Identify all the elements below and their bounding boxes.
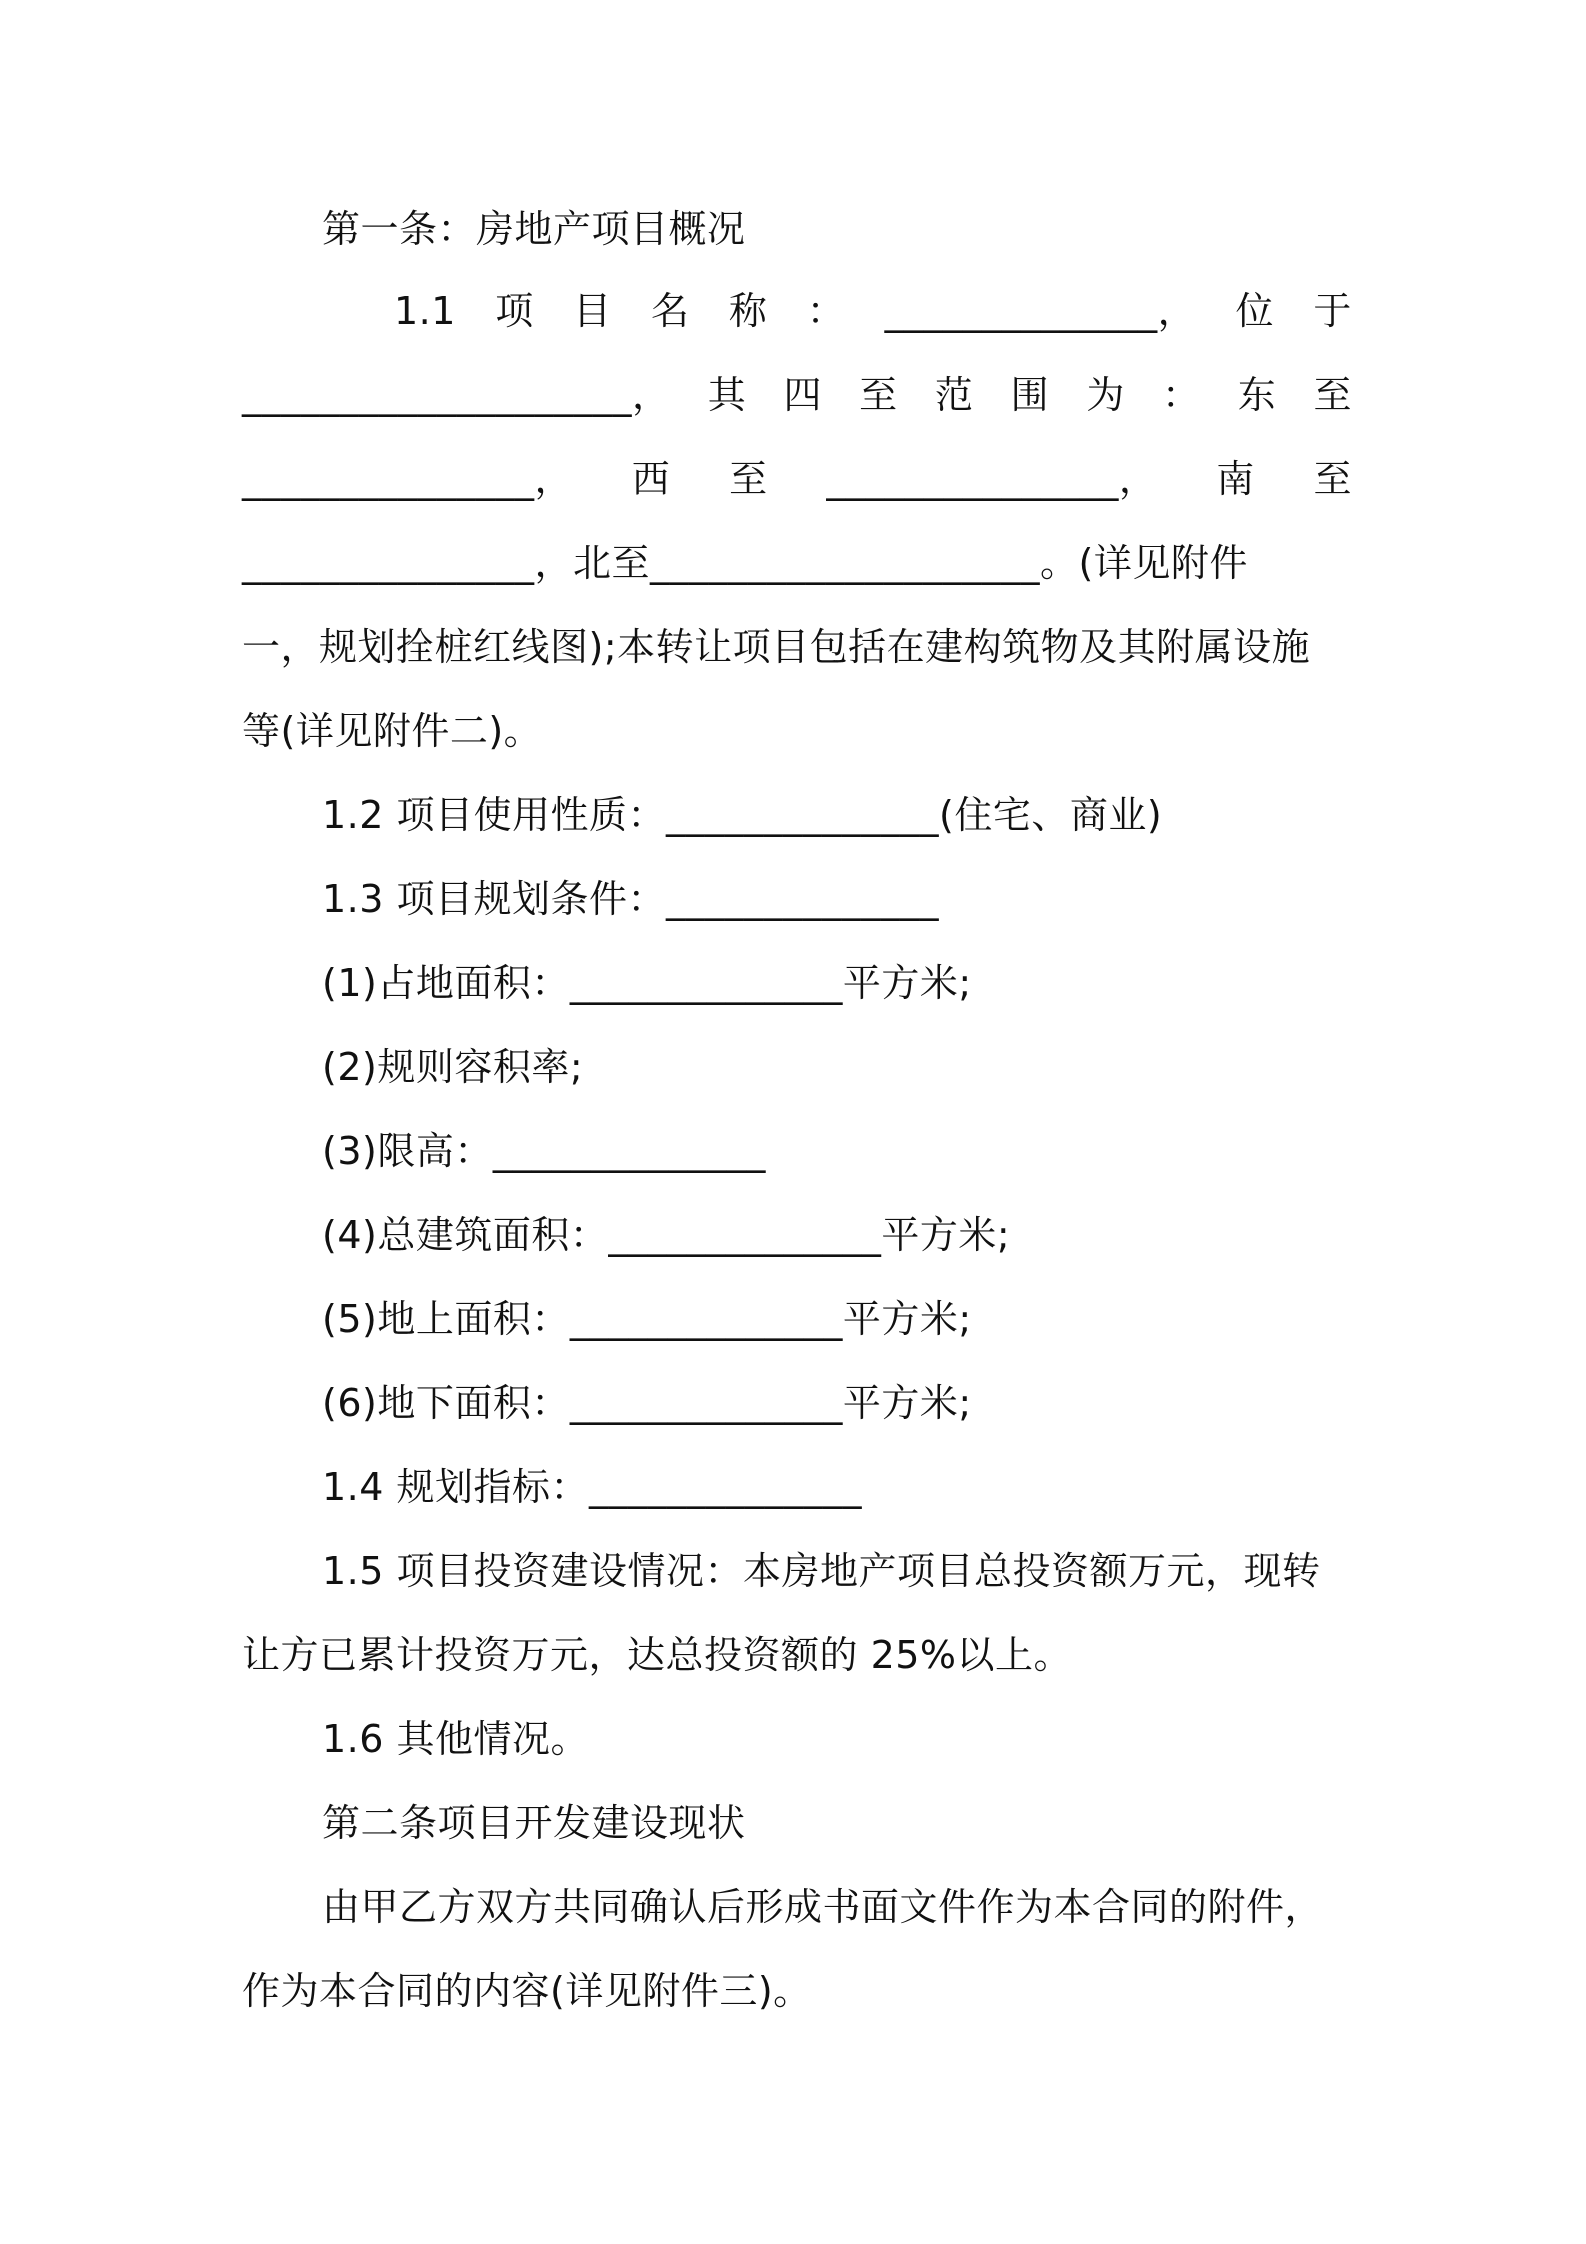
text-segment: 西 <box>631 457 671 501</box>
sub-item-4: (4)总建筑面积：______________平方米; <box>322 1213 1011 1257</box>
text-segment: 于 <box>1313 289 1352 333</box>
text-segment: 四 <box>783 373 822 417</box>
text-segment: 目 <box>573 289 612 333</box>
text-segment: 围 <box>1010 373 1050 417</box>
article1-heading: 第一条：房地产项目概况 <box>322 207 746 251</box>
text-segment: 项 <box>495 289 534 333</box>
text-segment: 其 <box>707 373 747 417</box>
sub-item-1: (1)占地面积：______________平方米; <box>322 961 972 1005</box>
text-segment: 范 <box>934 373 974 417</box>
text-segment: 至 <box>729 457 768 501</box>
text-segment: 至 <box>859 373 898 417</box>
item-1-1-line6: 等(详见附件二)。 <box>242 709 543 753</box>
blank-field: ____________________， <box>242 373 671 417</box>
article2-paragraph-line1: 由甲乙方双方共同确认后形成书面文件作为本合同的附件， <box>322 1885 1324 1929</box>
item-1-5-line1: 1.5 项目投资建设情况：本房地产项目总投资额万元，现转 <box>322 1549 1321 1593</box>
blank-field: _______________， <box>242 457 574 501</box>
text-segment: 至 <box>1313 457 1352 501</box>
text-segment: 名 <box>651 289 690 333</box>
text-segment: 位 <box>1235 289 1275 333</box>
text-segment: ： <box>806 289 846 333</box>
sub-item-6: (6)地下面积：______________平方米; <box>322 1381 972 1425</box>
item-1-1-line2 <box>242 372 1352 418</box>
item-1-1-line1 <box>394 288 1352 334</box>
item-1-5-line2: 让方已累计投资万元，达总投资额的 25%以上。 <box>242 1633 1073 1677</box>
text-segment: 东 <box>1237 373 1277 417</box>
text-segment: 称 <box>728 289 768 333</box>
text-segment: 南 <box>1216 457 1255 501</box>
item-1-1-line5: 一，规划拴桩红线图);本转让项目包括在建构筑物及其附属设施 <box>242 625 1311 669</box>
item-1-3: 1.3 项目规划条件：______________ <box>322 877 940 921</box>
sub-item-5: (5)地上面积：______________平方米; <box>322 1297 972 1341</box>
text-segment: 为 <box>1086 373 1125 417</box>
text-segment: 至 <box>1313 373 1352 417</box>
text-segment: ： <box>1162 373 1201 417</box>
sub-item-3: (3)限高：______________ <box>322 1129 766 1173</box>
article2-heading: 第二条项目开发建设现状 <box>322 1801 746 1845</box>
sub-item-2: (2)规则容积率; <box>322 1045 584 1089</box>
text-segment: 1.1 <box>394 289 456 333</box>
blank-field: ______________， <box>884 289 1197 333</box>
item-1-2: 1.2 项目使用性质：______________(住宅、商业) <box>322 793 1163 837</box>
item-1-6: 1.6 其他情况。 <box>322 1717 590 1761</box>
item-1-4: 1.4 规划指标：______________ <box>322 1465 863 1509</box>
article2-paragraph-line2: 作为本合同的内容(详见附件三)。 <box>242 1969 812 2013</box>
blank-field: _______________， <box>826 457 1158 501</box>
item-1-1-line3 <box>242 456 1352 502</box>
item-1-1-line4: _______________，北至____________________。(详见附件 <box>242 541 1248 585</box>
